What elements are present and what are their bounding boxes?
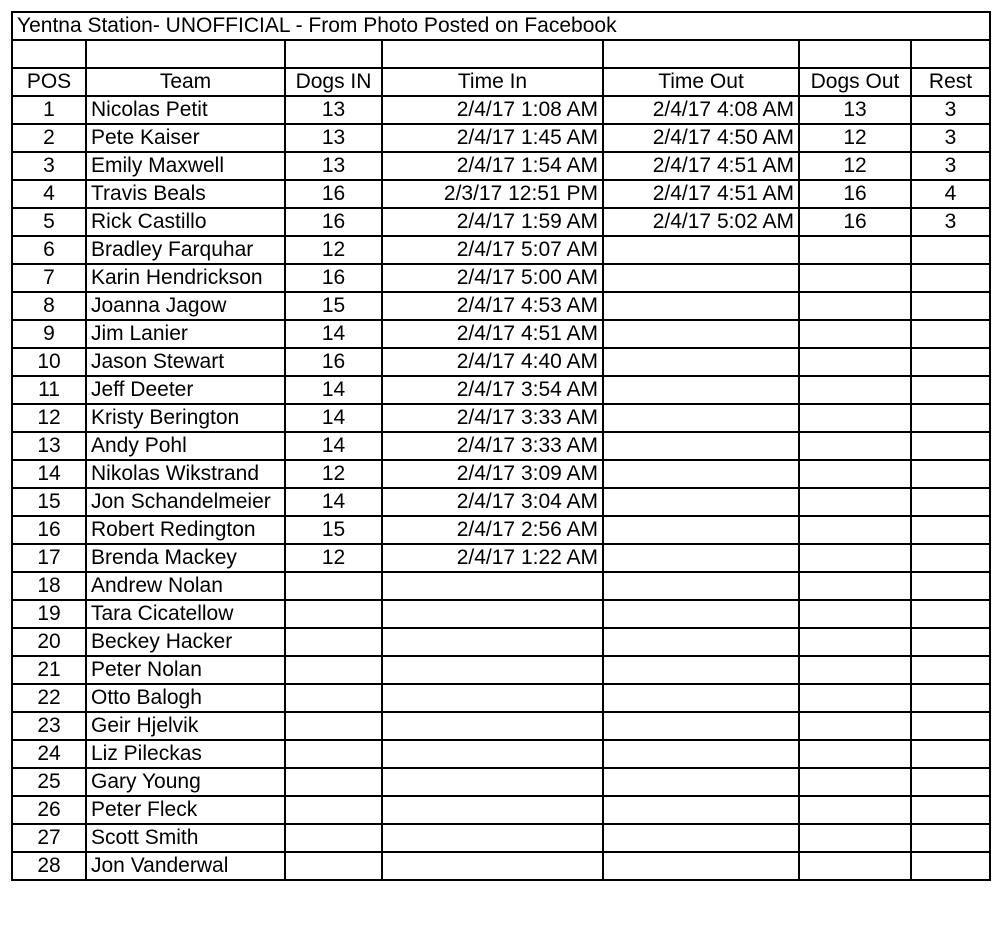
cell-time-in[interactable]: 2/4/17 1:59 AM: [382, 208, 603, 236]
cell-rest[interactable]: [911, 852, 990, 880]
cell-dogs-out[interactable]: [799, 544, 911, 572]
cell-time-in[interactable]: 2/4/17 1:22 AM: [382, 544, 603, 572]
cell[interactable]: [12, 40, 86, 68]
cell-rest[interactable]: 4: [911, 180, 990, 208]
cell-time-out[interactable]: [603, 712, 799, 740]
cell-dogs-in[interactable]: 12: [285, 544, 382, 572]
cell-dogs-in[interactable]: [285, 796, 382, 824]
cell-dogs-out[interactable]: [799, 488, 911, 516]
table-row: [12, 236, 990, 264]
cell-time-out[interactable]: [603, 404, 799, 432]
cell-dogs-in[interactable]: [285, 712, 382, 740]
cell-team[interactable]: Jeff Deeter: [86, 376, 285, 404]
cell-team[interactable]: Pete Kaiser: [86, 124, 285, 152]
header-pos[interactable]: POS: [12, 68, 86, 96]
cell-rest[interactable]: [911, 376, 990, 404]
cell-time-out[interactable]: [603, 796, 799, 824]
cell-time-in[interactable]: 2/3/17 12:51 PM: [382, 180, 603, 208]
cell-rest[interactable]: [911, 600, 990, 628]
cell-dogs-out[interactable]: [799, 712, 911, 740]
cell-time-out[interactable]: [603, 320, 799, 348]
cell-dogs-out[interactable]: 12: [799, 124, 911, 152]
cell-dogs-out[interactable]: [799, 292, 911, 320]
table-row: [12, 712, 990, 740]
cell-pos[interactable]: 15: [12, 488, 86, 516]
cell-rest[interactable]: 3: [911, 124, 990, 152]
cell-dogs-out[interactable]: [799, 768, 911, 796]
cell-time-out[interactable]: [603, 460, 799, 488]
cell-time-in[interactable]: [382, 768, 603, 796]
cell-rest[interactable]: [911, 516, 990, 544]
cell-dogs-out[interactable]: [799, 460, 911, 488]
cell-team[interactable]: Jason Stewart: [86, 348, 285, 376]
results-sheet: [11, 11, 991, 881]
cell[interactable]: [285, 40, 382, 68]
cell-time-in[interactable]: [382, 740, 603, 768]
header-dogs-out[interactable]: Dogs Out: [799, 68, 911, 96]
table-row: [12, 656, 990, 684]
cell-team[interactable]: Nicolas Petit: [86, 96, 285, 124]
header-time-in[interactable]: Time In: [382, 68, 603, 96]
cell-pos[interactable]: 24: [12, 740, 86, 768]
cell-dogs-in[interactable]: 13: [285, 124, 382, 152]
blank-row: [12, 40, 990, 68]
cell-dogs-in[interactable]: 14: [285, 432, 382, 460]
cell-time-in[interactable]: [382, 824, 603, 852]
cell-pos[interactable]: 27: [12, 824, 86, 852]
cell-pos[interactable]: 19: [12, 600, 86, 628]
header-time-out[interactable]: Time Out: [603, 68, 799, 96]
cell-time-in[interactable]: 2/4/17 3:09 AM: [382, 460, 603, 488]
cell-rest[interactable]: [911, 684, 990, 712]
cell-dogs-in[interactable]: [285, 572, 382, 600]
cell-dogs-in[interactable]: [285, 740, 382, 768]
cell-dogs-in[interactable]: [285, 852, 382, 880]
cell-dogs-out[interactable]: [799, 600, 911, 628]
table-row: [12, 292, 990, 320]
cell-time-in[interactable]: [382, 796, 603, 824]
cell-time-out[interactable]: 2/4/17 4:51 AM: [603, 180, 799, 208]
cell-team[interactable]: Peter Fleck: [86, 796, 285, 824]
cell-rest[interactable]: [911, 656, 990, 684]
cell-dogs-out[interactable]: [799, 796, 911, 824]
cell-pos[interactable]: 1: [12, 96, 86, 124]
cell-dogs-in[interactable]: 14: [285, 404, 382, 432]
cell-time-out[interactable]: [603, 376, 799, 404]
cell-time-out[interactable]: [603, 628, 799, 656]
cell-time-out[interactable]: 2/4/17 4:51 AM: [603, 152, 799, 180]
header-rest[interactable]: Rest: [911, 68, 990, 96]
cell-team[interactable]: Joanna Jagow: [86, 292, 285, 320]
cell-pos[interactable]: 6: [12, 236, 86, 264]
cell-pos[interactable]: 28: [12, 852, 86, 880]
table-row: [12, 432, 990, 460]
table-row: [12, 628, 990, 656]
title-row: [12, 12, 990, 40]
cell-dogs-out[interactable]: 16: [799, 208, 911, 236]
cell-team[interactable]: Travis Beals: [86, 180, 285, 208]
cell-time-in[interactable]: [382, 852, 603, 880]
cell-dogs-in[interactable]: [285, 824, 382, 852]
table-row: [12, 740, 990, 768]
cell-pos[interactable]: 16: [12, 516, 86, 544]
cell-pos[interactable]: 9: [12, 320, 86, 348]
cell-team[interactable]: Kristy Berington: [86, 404, 285, 432]
cell-team[interactable]: Jim Lanier: [86, 320, 285, 348]
cell-time-out[interactable]: [603, 516, 799, 544]
cell-team[interactable]: Brenda Mackey: [86, 544, 285, 572]
cell-dogs-in[interactable]: [285, 684, 382, 712]
table-row: [12, 264, 990, 292]
cell-pos[interactable]: 12: [12, 404, 86, 432]
cell-pos[interactable]: 8: [12, 292, 86, 320]
cell-team[interactable]: Tara Cicatellow: [86, 600, 285, 628]
cell-pos[interactable]: 20: [12, 628, 86, 656]
cell-pos[interactable]: 10: [12, 348, 86, 376]
table-row: [12, 460, 990, 488]
cell-time-out[interactable]: [603, 264, 799, 292]
table-row: [12, 180, 990, 208]
cell-dogs-out[interactable]: 12: [799, 152, 911, 180]
cell-pos[interactable]: 2: [12, 124, 86, 152]
cell-rest[interactable]: [911, 404, 990, 432]
cell-dogs-out[interactable]: 13: [799, 96, 911, 124]
cell-dogs-in[interactable]: 12: [285, 460, 382, 488]
cell-time-in[interactable]: [382, 712, 603, 740]
cell-dogs-out[interactable]: [799, 852, 911, 880]
cell-time-in[interactable]: 2/4/17 5:00 AM: [382, 264, 603, 292]
cell-team[interactable]: Bradley Farquhar: [86, 236, 285, 264]
cell-rest[interactable]: [911, 712, 990, 740]
cell-team[interactable]: Geir Hjelvik: [86, 712, 285, 740]
cell-rest[interactable]: [911, 544, 990, 572]
cell-pos[interactable]: 21: [12, 656, 86, 684]
cell-time-out[interactable]: 2/4/17 4:50 AM: [603, 124, 799, 152]
cell-dogs-in[interactable]: 16: [285, 208, 382, 236]
cell-rest[interactable]: [911, 348, 990, 376]
cell-dogs-out[interactable]: [799, 656, 911, 684]
cell-dogs-out[interactable]: [799, 376, 911, 404]
cell-dogs-out[interactable]: [799, 236, 911, 264]
table-row: [12, 572, 990, 600]
cell-dogs-in[interactable]: 14: [285, 320, 382, 348]
cell-time-in[interactable]: [382, 684, 603, 712]
cell-rest[interactable]: [911, 460, 990, 488]
cell-time-out[interactable]: [603, 740, 799, 768]
cell-dogs-out[interactable]: [799, 628, 911, 656]
cell-rest[interactable]: [911, 320, 990, 348]
cell-dogs-out[interactable]: [799, 432, 911, 460]
cell-pos[interactable]: 3: [12, 152, 86, 180]
table-row: [12, 152, 990, 180]
cell-time-out[interactable]: [603, 684, 799, 712]
cell-pos[interactable]: 23: [12, 712, 86, 740]
cell-rest[interactable]: [911, 768, 990, 796]
cell-team[interactable]: Gary Young: [86, 768, 285, 796]
cell-team[interactable]: Emily Maxwell: [86, 152, 285, 180]
table-row: [12, 348, 990, 376]
cell-dogs-out[interactable]: [799, 320, 911, 348]
cell-dogs-out[interactable]: [799, 824, 911, 852]
cell-pos[interactable]: 14: [12, 460, 86, 488]
cell-pos[interactable]: 5: [12, 208, 86, 236]
cell-team[interactable]: Andrew Nolan: [86, 572, 285, 600]
cell-rest[interactable]: [911, 292, 990, 320]
cell[interactable]: [799, 40, 911, 68]
table-row: [12, 376, 990, 404]
header-row: [12, 68, 990, 96]
table-row: [12, 404, 990, 432]
cell-time-in[interactable]: 2/4/17 1:08 AM: [382, 96, 603, 124]
cell-rest[interactable]: [911, 824, 990, 852]
cell-time-out[interactable]: [603, 768, 799, 796]
cell-dogs-in[interactable]: 13: [285, 152, 382, 180]
cell-rest[interactable]: 3: [911, 152, 990, 180]
table-row: [12, 684, 990, 712]
cell-rest[interactable]: [911, 740, 990, 768]
cell-dogs-in[interactable]: [285, 628, 382, 656]
cell-time-out[interactable]: [603, 432, 799, 460]
cell-time-out[interactable]: 2/4/17 4:08 AM: [603, 96, 799, 124]
cell-team[interactable]: Rick Castillo: [86, 208, 285, 236]
cell-time-in[interactable]: 2/4/17 3:54 AM: [382, 376, 603, 404]
cell-pos[interactable]: 11: [12, 376, 86, 404]
cell-time-in[interactable]: 2/4/17 2:56 AM: [382, 516, 603, 544]
cell-dogs-in[interactable]: 12: [285, 236, 382, 264]
cell-time-in[interactable]: 2/4/17 4:51 AM: [382, 320, 603, 348]
cell-rest[interactable]: [911, 264, 990, 292]
cell-time-in[interactable]: [382, 656, 603, 684]
cell-team[interactable]: Jon Vanderwal: [86, 852, 285, 880]
cell[interactable]: [382, 40, 603, 68]
cell[interactable]: [911, 40, 990, 68]
cell-pos[interactable]: 17: [12, 544, 86, 572]
cell-time-out[interactable]: [603, 348, 799, 376]
table-row: [12, 320, 990, 348]
cell-dogs-out[interactable]: [799, 684, 911, 712]
table-row: [12, 600, 990, 628]
cell-time-out[interactable]: [603, 656, 799, 684]
table-row: [12, 516, 990, 544]
cell-dogs-out[interactable]: [799, 404, 911, 432]
cell-dogs-in[interactable]: [285, 768, 382, 796]
cell-dogs-in[interactable]: 14: [285, 376, 382, 404]
cell-time-in[interactable]: [382, 600, 603, 628]
cell-rest[interactable]: [911, 796, 990, 824]
cell-team[interactable]: Scott Smith: [86, 824, 285, 852]
cell-pos[interactable]: 13: [12, 432, 86, 460]
cell-pos[interactable]: 18: [12, 572, 86, 600]
table-row: [12, 824, 990, 852]
cell-time-in[interactable]: 2/4/17 3:33 AM: [382, 432, 603, 460]
cell-dogs-in[interactable]: 16: [285, 264, 382, 292]
cell-team[interactable]: Liz Pileckas: [86, 740, 285, 768]
table-row: [12, 852, 990, 880]
cell-team[interactable]: Andy Pohl: [86, 432, 285, 460]
cell-dogs-out[interactable]: [799, 740, 911, 768]
cell-dogs-out[interactable]: [799, 264, 911, 292]
cell-time-out[interactable]: [603, 572, 799, 600]
table-row: [12, 488, 990, 516]
cell-time-in[interactable]: [382, 628, 603, 656]
cell-time-in[interactable]: 2/4/17 4:53 AM: [382, 292, 603, 320]
table-row: [12, 124, 990, 152]
cell-team[interactable]: Otto Balogh: [86, 684, 285, 712]
header-dogs-in[interactable]: Dogs IN: [285, 68, 382, 96]
table-row: [12, 544, 990, 572]
cell-time-in[interactable]: 2/4/17 5:07 AM: [382, 236, 603, 264]
cell-dogs-in[interactable]: 13: [285, 96, 382, 124]
cell-dogs-in[interactable]: 14: [285, 488, 382, 516]
header-team[interactable]: Team: [86, 68, 285, 96]
cell-time-in[interactable]: 2/4/17 3:33 AM: [382, 404, 603, 432]
cell-time-out[interactable]: [603, 600, 799, 628]
cell-dogs-out[interactable]: [799, 348, 911, 376]
cell-time-out[interactable]: [603, 852, 799, 880]
table-row: [12, 96, 990, 124]
cell-time-in[interactable]: 2/4/17 1:54 AM: [382, 152, 603, 180]
cell-time-out[interactable]: [603, 544, 799, 572]
cell-dogs-out[interactable]: [799, 516, 911, 544]
cell-team[interactable]: Peter Nolan: [86, 656, 285, 684]
cell-rest[interactable]: [911, 488, 990, 516]
cell-team[interactable]: Robert Redington: [86, 516, 285, 544]
cell-dogs-in[interactable]: [285, 600, 382, 628]
cell-team[interactable]: Karin Hendrickson: [86, 264, 285, 292]
cell-dogs-in[interactable]: 16: [285, 348, 382, 376]
cell-pos[interactable]: 22: [12, 684, 86, 712]
cell-dogs-in[interactable]: 15: [285, 516, 382, 544]
cell-pos[interactable]: 26: [12, 796, 86, 824]
cell[interactable]: [603, 40, 799, 68]
cell-dogs-in[interactable]: [285, 656, 382, 684]
cell-dogs-in[interactable]: 15: [285, 292, 382, 320]
cell-pos[interactable]: 25: [12, 768, 86, 796]
cell-time-out[interactable]: 2/4/17 5:02 AM: [603, 208, 799, 236]
cell-team[interactable]: Jon Schandelmeier: [86, 488, 285, 516]
cell-time-out[interactable]: [603, 488, 799, 516]
table-row: [12, 796, 990, 824]
table-row: [12, 768, 990, 796]
cell-time-in[interactable]: 2/4/17 1:45 AM: [382, 124, 603, 152]
table-row: [12, 208, 990, 236]
cell-time-in[interactable]: 2/4/17 3:04 AM: [382, 488, 603, 516]
cell-time-out[interactable]: [603, 236, 799, 264]
cell-time-out[interactable]: [603, 292, 799, 320]
cell-rest[interactable]: 3: [911, 208, 990, 236]
cell-team[interactable]: Nikolas Wikstrand: [86, 460, 285, 488]
cell-time-in[interactable]: 2/4/17 4:40 AM: [382, 348, 603, 376]
cell-pos[interactable]: 7: [12, 264, 86, 292]
cell-rest[interactable]: [911, 432, 990, 460]
cell-dogs-out[interactable]: [799, 572, 911, 600]
cell-team[interactable]: Beckey Hacker: [86, 628, 285, 656]
cell-rest[interactable]: [911, 628, 990, 656]
cell-rest[interactable]: [911, 572, 990, 600]
cell-pos[interactable]: 4: [12, 180, 86, 208]
cell-dogs-in[interactable]: 16: [285, 180, 382, 208]
cell[interactable]: [86, 40, 285, 68]
cell-rest[interactable]: [911, 236, 990, 264]
cell-time-in[interactable]: [382, 572, 603, 600]
sheet-title[interactable]: Yentna Station- UNOFFICIAL - From Photo Posted on Facebook: [12, 12, 990, 40]
cell-time-out[interactable]: [603, 824, 799, 852]
cell-rest[interactable]: 3: [911, 96, 990, 124]
cell-dogs-out[interactable]: 16: [799, 180, 911, 208]
